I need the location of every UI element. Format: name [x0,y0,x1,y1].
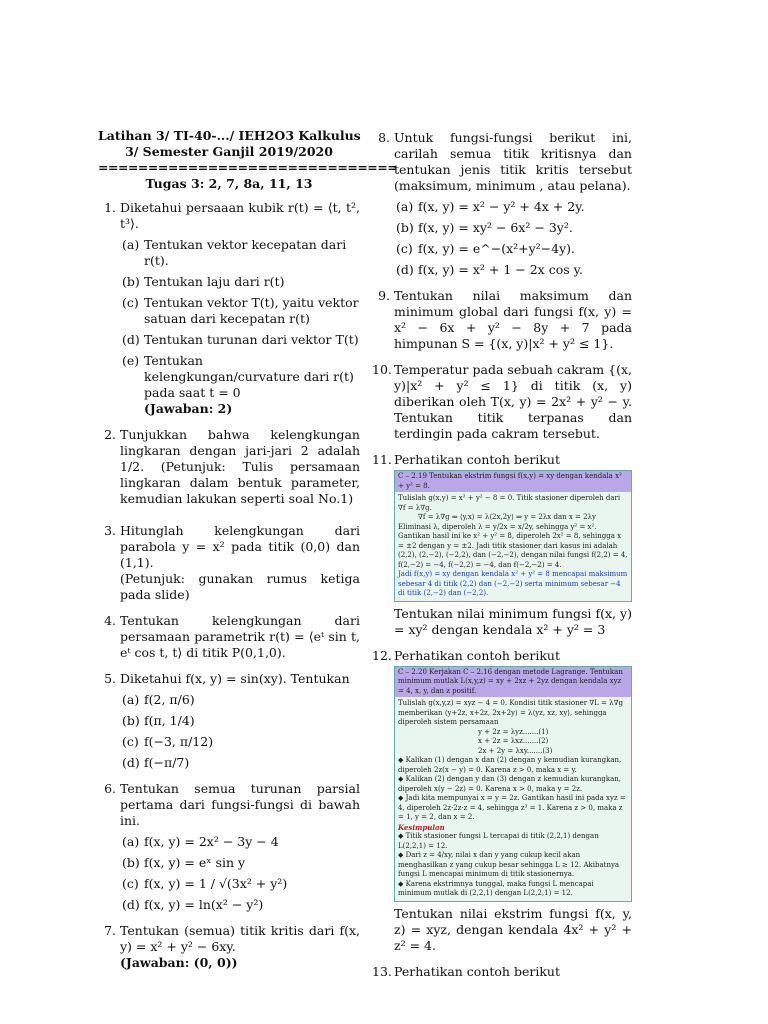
question-12: 12. Perhatikan contoh berikut C – 2.20 Kerjakan C – 2.16 dengan metode Lagrange. Tentukan minimum mutlak L(x,y,z) = xy + 2xz + 2yz dengan kendala xyz = 4, x, y, dan z positif. Tulislah g(x,y,z) = xyz − 4 = 0. Kondisi titik stasioner ∇L = λ∇g memberikan ⟨y+2z, x+2z, 2x+2y⟩ = λ⟨yz, xz, xy⟩, sehingga diperoleh sistem persamaan y + 2z = λyz.......(1) x + 2z = λxz.......(2) 2x + 2y = λxy.......(3) ◆ Kalikan (1) dengan x dan (2) dengan y kemudian kurangkan, diperoleh 2z(x − y) = 0. Karena z > 0, maka x = y. ◆ Kalikan (2) dengan y dan (3) dengan z kemudian kurangkan, diperoleh x(y − 2z) = 0. Karena x > 0, maka y = 2z. ◆ Jadi kita mempunyai x = y = 2z. Gantikan hasil ini pada xyz = 4, diperoleh 2z·2z·z = 4, sehingga z³ = 1. Karena z > 0, maka z = 1, y = 2, dan x = 2. Kesimpulan ◆ Titik stasioner fungsi L tercapai di titik (2,2,1) dengan L(2,2,1) = 12. ◆ Dari z = 4/xy, nilai x dan y yang cukup kecil akan menghasilkan z yang cukup besar sehingga L ≥ 12. Akibatnya fungsi L mencapai minimum di titik stasionernya. ◆ Karena ekstrimnya tunggal, maka fungsi L mencapai minimum mutlak di (2,2,1) dengan L(2,2,1) = 12. Tentukan nilai ekstrim fungsi f(x, y, z) = xyz, dengan kendala 4x² + y² + z² = 4. [372,647,632,953]
left-column [98,128,398,981]
example-box-2-19: C – 2.19 Tentukan ekstrim fungsi f(x,y) = xy dengan kendala x² + y² = 8. Tulislah g(x,y) = x² + y² − 8 = 0. Titik stasioner diperoleh dari ∇f = λ∇g. ∇f = λ∇g ⇒ ⟨y,x⟩ = λ⟨2x,2y⟩ ⇒ y = 2λx dan x = 2λy Eliminasi λ, diperoleh λ = y/2x = x/2y, sehingga y² = x². Gantikan hasil ini ke x² + y² = 8, diperoleh 2x² = 8, sehingga x = ±2 dengan y = ±2. Jadi titik stasioner dari kasus ini adalah (2,2), (2,−2), (−2,2), dan (−2,−2), dengan nilai fungsi f(2,2) = 4, f(2,−2) = −4, f(−2,2) = −4, dan f(−2,−2) = 4. Jadi f(x,y) = xy dengan kendala x² + y² = 8 mencapai maksimum sebesar 4 di titik (2,2) dan (−2,−2) serta minimum sebesar −4 di titik (2,−2) dan (−2,2). [394,470,632,602]
subquestion: (c) f(x, y) = 1 / √(3x² + y²) [122,876,288,891]
document-header [98,128,398,192]
question-9: 9. Tentukan nilai maksimum dan minimum global dari fungsi f(x, y) = x² − 6x + y² − 8y + 7 pada himpunan S = {(x, y)|x² + y² ≤ 1}. [378,288,632,351]
question-8: 8. Untuk fungsi-fungsi berikut ini, carilah semua titik kritisnya dan tentukan jenis titik kritis tersebut (maksimum, minimum , atau pelana). (a) f(x, y) = x² − y² + 4x + 2y. (b) f(x, y) = xy² − 6x² − 3y². (c) f(x, y) = e^−(x²+y²−4y). (d) f(x, y) = x² + 1 − 2x cos y. [378,130,632,277]
subquestion: (b) f(x, y) = xy² − 6x² − 3y². [396,220,573,235]
subquestion: (d) Tentukan turunan dari vektor T(t) [122,332,359,347]
question-2: 2. Tunjukkan bahwa kelengkungan lingkaran dengan jari-jari 2 adalah 1/2. (Petunjuk: Tulis persamaan lingkaran dalam bentuk parameter, kemudian lakukan seperti soal No.1) [104,427,360,506]
subquestion: (d) f(−π/7) [122,755,190,770]
answer: (Jawaban: (0, 0)) [120,955,238,970]
subquestion: (a) Tentukan vektor kecepatan dari r(t). [122,237,347,268]
right-column [372,130,632,990]
question-11: 11. Perhatikan contoh berikut C – 2.19 Tentukan ekstrim fungsi f(x,y) = xy dengan kendala x² + y² = 8. Tulislah g(x,y) = x² + y² − 8 = 0. Titik stasioner diperoleh dari ∇f = λ∇g. ∇f = λ∇g ⇒ ⟨y,x⟩ = λ⟨2x,2y⟩ ⇒ y = 2λx dan x = 2λy Eliminasi λ, diperoleh λ = y/2x = x/2y, sehingga y² = x². Gantikan hasil ini ke x² + y² = 8, diperoleh 2x² = 8, sehingga x = ±2 dengan y = ±2. Jadi titik stasioner dari kasus ini adalah (2,2), (2,−2), (−2,2), dan (−2,−2), dengan nilai fungsi f(2,2) = 4, f(2,−2) = −4, f(−2,2) = −4, dan f(−2,−2) = 4. Jadi f(x,y) = xy dengan kendala x² + y² = 8 mencapai maksimum sebesar 4 di titik (2,2) dan (−2,−2) serta minimum sebesar −4 di titik (2,−2) dan (−2,2). Tentukan nilai minimum fungsi f(x, y) = xy² dengan kendala x² + y² = 3 [372,452,632,637]
question-7: 7. Tentukan (semua) titik kritis dari f(x, y) = x² + y² − 6xy. (Jawaban: (0, 0)) [104,923,360,970]
question-13: 13. Perhatikan contoh berikut [372,963,560,979]
subquestion: (c) Tentukan vektor T(t), yaitu vektor satuan dari kecepatan r(t) [122,295,359,326]
header-title: Latihan 3/ TI-40-.../ IEH2O3 Kalkulus [98,128,361,143]
subquestion: (e) Tentukan kelengkungan/curvature dari r(t) pada saat t = 0 (Jawaban: 2) [122,353,354,416]
header-assignment: Tugas 3: 2, 7, 8a, 11, 13 [145,176,313,191]
subquestion: (a) f(2, π/6) [122,692,195,707]
subquestion: (d) f(x, y) = x² + 1 − 2x cos y. [396,262,583,277]
subquestion: (b) f(π, 1/4) [122,713,195,728]
header-rule: ============================== [98,160,398,175]
header-semester: 3/ Semester Ganjil 2019/2020 [125,144,333,159]
subquestion: (a) f(x, y) = 2x² − 3y − 4 [122,834,279,849]
subquestion: (b) Tentukan laju dari r(t) [122,274,285,289]
question-4: 4. Tentukan kelengkungan dari persamaan parametrik r(t) = ⟨eᵗ sin t, eᵗ cos t, t⟩ di titik P(0,1,0). [104,613,360,660]
hint: (Petunjuk: gunakan rumus ketiga pada slide) [120,571,360,602]
question-5: 5. Diketahui f(x, y) = sin(xy). Tentukan (a) f(2, π/6) (b) f(π, 1/4) (c) f(−3, π/12) (d) f(−π/7) [98,671,360,771]
example-box-2-20: C – 2.20 Kerjakan C – 2.16 dengan metode Lagrange. Tentukan minimum mutlak L(x,y,z) = xy + 2xz + 2yz dengan kendala xyz = 4, x, y, dan z positif. Tulislah g(x,y,z) = xyz − 4 = 0. Kondisi titik stasioner ∇L = λ∇g memberikan ⟨y+2z, x+2z, 2x+2y⟩ = λ⟨yz, xz, xy⟩, sehingga diperoleh sistem persamaan y + 2z = λyz.......(1) x + 2z = λxz.......(2) 2x + 2y = λxy.......(3) ◆ Kalikan (1) dengan x dan (2) dengan y kemudian kurangkan, diperoleh 2z(x − y) = 0. Karena z > 0, maka x = y. ◆ Kalikan (2) dengan y dan (3) dengan z kemudian kurangkan, diperoleh x(y − 2z) = 0. Karena x > 0, maka y = 2z. ◆ Jadi kita mempunyai x = y = 2z. Gantikan hasil ini pada xyz = 4, diperoleh 2z·2z·z = 4, sehingga z³ = 1. Karena z > 0, maka z = 1, y = 2, dan x = 2. Kesimpulan ◆ Titik stasioner fungsi L tercapai di titik (2,2,1) dengan L(2,2,1) = 12. ◆ Dari z = 4/xy, nilai x dan y yang cukup kecil akan menghasilkan z yang cukup besar sehingga L ≥ 12. Akibatnya fungsi L mencapai minimum di titik stasionernya. ◆ Karena ekstrimnya tunggal, maka fungsi L mencapai minimum mutlak di (2,2,1) dengan L(2,2,1) = 12. [394,666,632,902]
question-3: 3. Hitunglah kelengkungan dari parabola y = x² pada titik (0,0) dan (1,1). (Petunjuk: gunakan rumus ketiga pada slide) [104,523,360,602]
question-6: 6. Tentukan semua turunan parsial pertama dari fungsi-fungsi di bawah ini. (a) f(x, y) = 2x² − 3y − 4 (b) f(x, y) = eˣ sin y (c) f(x, y) = 1 / √(3x² + y²) (d) f(x, y) = ln(x² − y²) [104,781,360,912]
question-1: 1. Diketahui persaaan kubik r(t) = ⟨t, t², t³⟩. (a) Tentukan vektor kecepatan dari r(t). (b) Tentukan laju dari r(t) (c) Tentukan vektor T(t), yaitu vektor satuan dari kecepatan r(t) (d) Tentukan turunan dari vektor T(t) (e) Tentukan kelengkungan/curvature dari r(t) pada saat t = 0 (Jawaban: 2) [104,200,360,416]
subquestion: (c) f(−3, π/12) [122,734,214,749]
answer: (Jawaban: 2) [144,401,233,416]
subquestion: (b) f(x, y) = eˣ sin y [122,855,246,870]
example-title: C – 2.19 Tentukan ekstrim fungsi f(x,y) = xy dengan kendala x² + y² = 8. [395,471,631,492]
subquestion: (c) f(x, y) = e^−(x²+y²−4y). [396,241,576,256]
question-10: 10. Temperatur pada sebuah cakram {(x, y)|x² + y² ≤ 1} di titik (x, y) diberikan oleh T(x, y) = 2x² + y² − y. Tentukan titik terpanas dan terdingin pada cakram tersebut. [372,362,632,441]
subquestion: (a) f(x, y) = x² − y² + 4x + 2y. [396,199,585,214]
subquestion: (d) f(x, y) = ln(x² − y²) [122,897,264,912]
example-title: C – 2.20 Kerjakan C – 2.16 dengan metode Lagrange. Tentukan minimum mutlak L(x,y,z) = xy + 2xz + 2yz dengan kendala xyz = 4, x, y, dan z positif. [395,667,631,698]
